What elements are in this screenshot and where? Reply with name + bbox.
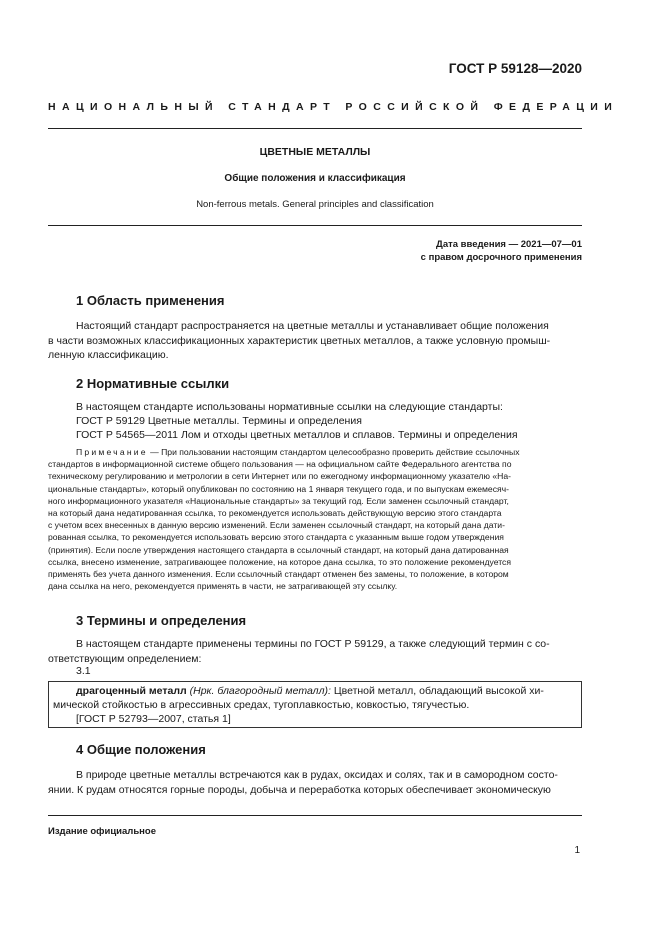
term-definition-line: мической стойкостью в агрессивных средах, тугоплавкостью, ковкостью, тягучестью. (53, 699, 470, 711)
note-line: ного информационного указателя «Национальные стандарты» за текущий год. Если заменен ссылочный стандарт, (48, 495, 509, 506)
note-line: применять без учета данного изменения. Если ссылочный стандарт отменен без замены, то положение, в котором (48, 569, 509, 580)
note-line: на который дана недатированная ссылка, то рекомендуется использовать действующую версию этого стандарта (48, 508, 502, 519)
term-definition-line (76, 685, 544, 697)
national-standard-banner: НАЦИОНАЛЬНЫЙ СТАНДАРТ РОССИЙСКОЙ ФЕДЕРАЦИИ (48, 101, 619, 113)
term-source: [ГОСТ Р 52793—2007, статья 1] (76, 713, 231, 725)
page-number: 1 (574, 845, 580, 856)
section-4-heading: 4 Общие положения (76, 742, 206, 757)
note-line: с учетом всех внесенных в данную версию изменений. Если заменен ссылочный стандарт, на который дана дати- (48, 520, 505, 531)
standard-number: ГОСТ Р 59128—2020 (448, 61, 582, 76)
note-label: Примечание (76, 447, 148, 457)
section-1-paragraph (48, 319, 582, 363)
note-line: стандартов в информационной системе общего пользования — на официальном сайте Федерального агентства по (48, 459, 512, 470)
note-line: техническому регулированию и метрологии в сети Интернет или по ежегодному информационному указателю «На- (48, 471, 512, 482)
document-title: ЦВЕТНЫЕ МЕТАЛЛЫ (259, 146, 371, 158)
note-line: дана ссылка на него, рекомендуется применять в части, не затрагивающей эту ссылку. (48, 581, 398, 592)
section-2-note (48, 446, 582, 592)
document-subtitle: Общие положения и классификация (224, 173, 406, 184)
normative-reference: ГОСТ Р 54565—2011 Лом и отходы цветных металлов и сплавов. Термины и определения (76, 429, 518, 441)
paragraph-line: янии. К рудам относятся горные породы, добыча и переработка которых обеспечивает экономическую (48, 783, 551, 796)
paragraph-line: В природе цветные металлы встречаются как в рудах, оксидах и солях, так и в самородном состо- (76, 769, 558, 781)
term-synonym: (Нрк. благородный металл): (189, 685, 331, 697)
footer-divider (48, 815, 582, 816)
paragraph-line: ответствующим определением: (48, 652, 202, 665)
paragraph-line: Настоящий стандарт распространяется на цветные металлы и устанавливает общие положения (76, 320, 549, 332)
term-definition: Цветной металл, обладающий высокой хи- (330, 685, 544, 697)
section-3-paragraph (48, 637, 582, 666)
note-line: рованная ссылка, то рекомендуется использовать версию этого стандарта с указанным выше годом утверждения (48, 532, 504, 543)
section-3-heading: 3 Термины и определения (76, 613, 247, 628)
paragraph-line: ленную классификацию. (48, 349, 169, 361)
section-2-intro: В настоящем стандарте использованы нормативные ссылки на следующие стандарты: (76, 401, 503, 413)
introduction-date: Дата введения — 2021—07—01 (436, 239, 582, 250)
paragraph-line: в части возможных классификационных характеристик цветных металлов, а также условную промыш- (48, 334, 551, 347)
note-line: ссылка, внесено изменение, затрагивающее положение, на которое дана ссылка, то это положение рекомендуется (48, 556, 511, 567)
normative-reference: ГОСТ Р 59129 Цветные металлы. Термины и определения (76, 415, 362, 427)
official-edition-label: Издание официальное (48, 826, 156, 837)
section-2-heading: 2 Нормативные ссылки (76, 376, 230, 391)
section-4-paragraph (48, 768, 582, 797)
note-line: циональные стандарты», который опубликован по состоянию на 1 января текущего года, и по выпускам ежемесяч- (48, 483, 509, 494)
header-divider (48, 128, 582, 129)
section-1-heading: 1 Область применения (76, 293, 225, 308)
term-number: 3.1 (76, 665, 91, 677)
term-name: драгоценный металл (76, 685, 187, 697)
note-line: (принятия). Если после утверждения настоящего стандарта в ссылочный стандарт, на который дана датированная (48, 544, 509, 555)
note-line: — При пользовании настоящим стандартом целесообразно проверить действие ссылочных (147, 447, 520, 457)
paragraph-line: В настоящем стандарте применены термины по ГОСТ Р 59129, а также следующий термин с со- (76, 638, 550, 650)
early-application-note: с правом досрочного применения (420, 252, 582, 263)
document-title-english: Non-ferrous metals. General principles and classification (196, 199, 434, 210)
title-divider (48, 225, 582, 226)
term-definition-box (48, 681, 582, 728)
